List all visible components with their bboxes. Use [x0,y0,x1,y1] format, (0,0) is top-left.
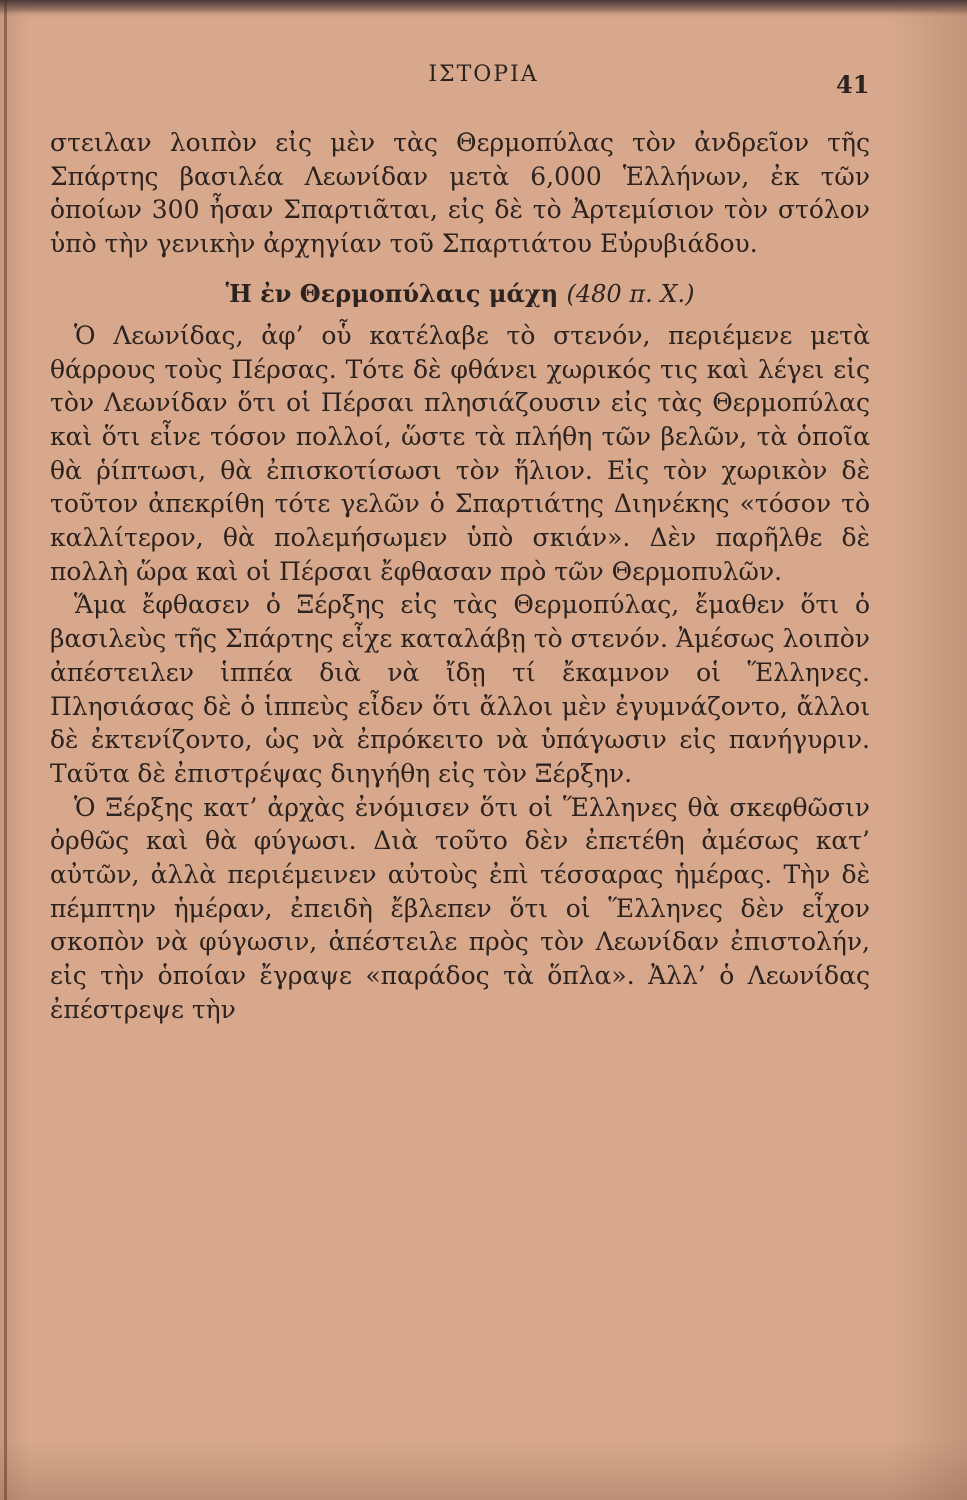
section-title: Ἡ ἐν Θερμοπύλαις μάχη [225,278,559,308]
paragraph-1: στειλαν λοιπὸν εἰς μὲν τὰς Θερμοπύλας τὸν ἀνδρεῖον τῆς Σπάρτης βασιλέα Λεωνίδαν μετὰ 6,000 Ἑλλήνων, ἐκ τῶν ὁποίων 300 ἦσαν Σπαρτιᾶται, εἰς δὲ τὸ Ἀρτεμίσιον τὸν στόλον ὑπὸ τὴν γενικὴν ἀρχηγίαν τοῦ Σπαρτιάτου Εὐρυβιάδου. [50,128,870,259]
body-text [50,126,870,1027]
paragraph-4: Ὁ Ξέρξης κατ’ ἀρχὰς ἐνόμισεν ὅτι οἱ Ἕλληνες θὰ σκεφθῶσιν ὀρθῶς καὶ θὰ φύγωσι. Διὰ τοῦτο δὲν ἐπετέθη ἀμέσως κατ’ αὐτῶν, ἀλλὰ περιέμεινεν αὐτοὺς ἐπὶ τέσσαρας ἡμέρας. Τὴν δὲ πέμπτην ἡμέραν, ἐπειδὴ ἔβλεπεν ὅτι οἱ Ἕλληνες δὲν εἶχον σκοπὸν νὰ φύγωσιν, ἀπέστειλε πρὸς τὸν Λεωνίδαν ἐπιστολήν, εἰς τὴν ὁποίαν ἔγραψε «παράδος τὰ ὅπλα». Ἀλλ’ ὁ Λεωνίδας ἐπέστρεψε τὴν [50,792,870,1024]
page-top-edge [0,0,967,14]
section-heading [50,277,870,311]
page-number: 41 [836,70,870,99]
page-left-edge [4,0,7,1500]
running-title: ΙΣΤΟΡΙΑ [428,62,539,87]
paragraph-2: Ὁ Λεωνίδας, ἀφ’ οὗ κατέλαβε τὸ στενόν, περιέμενε μετὰ θάρρους τοὺς Πέρσας. Τότε δὲ φθάνει χωρικός τις καὶ λέγει εἰς τὸν Λεωνίδαν ὅτι οἱ Πέρσαι πλησιάζουσιν εἰς τὰς Θερμοπύλας καὶ ὅτι εἶνε τόσον πολλοί, ὥστε τὰ πλήθη τῶν βελῶν, τὰ ὁποῖα θὰ ῥίπτωσι, θὰ ἐπισκοτίσωσι τὸν ἥλιον. Εἰς τὸν χωρικὸν δὲ τοῦτον ἀπεκρίθη τότε γελῶν ὁ Σπαρτιάτης Διηνέκης «τόσον τὸ καλλίτερον, θὰ πολεμήσωμεν ὑπὸ σκιάν». Δὲν παρῆλθε δὲ πολλὴ ὥρα καὶ οἱ Πέρσαι ἔφθασαν πρὸ τῶν Θερμοπυλῶν. [50,320,870,586]
section-date: (480 π. Χ.) [566,279,695,308]
paragraph-3: Ἅμα ἔφθασεν ὁ Ξέρξης εἰς τὰς Θερμοπύλας, ἔμαθεν ὅτι ὁ βασιλεὺς τῆς Σπάρτης εἶχε καταλάβῃ τὸ στενόν. Ἀμέσως λοιπὸν ἀπέστειλεν ἱππέα διὰ νὰ ἴδῃ τί ἔκαμνον οἱ Ἕλληνες. Πλησιάσας δὲ ὁ ἱππεὺς εἶδεν ὅτι ἄλλοι μὲν ἐγυμνάζοντο, ἄλλοι δὲ ἐκτενίζοντο, ὡς νὰ ἐπρόκειτο νὰ ὑπάγωσιν εἰς πανήγυριν. Ταῦτα δὲ ἐπιστρέψας διηγήθη εἰς τὸν Ξέρξην. [50,590,870,788]
